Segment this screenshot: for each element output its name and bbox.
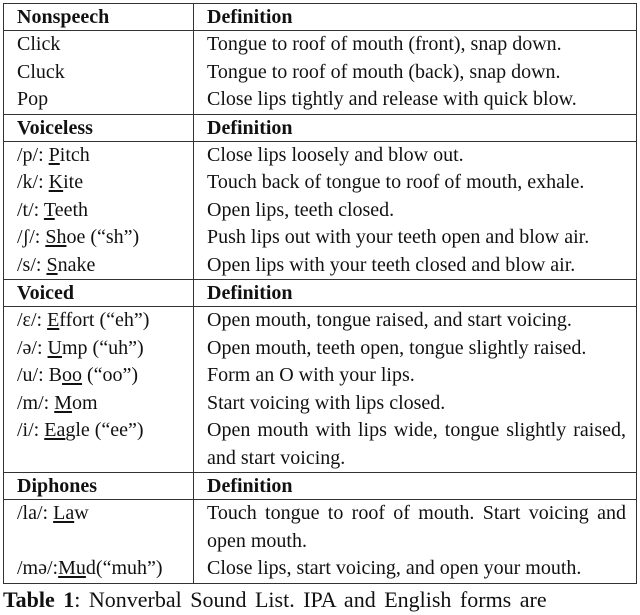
table-caption	[3, 586, 637, 614]
table-row	[4, 31, 636, 59]
sound-cell	[4, 362, 194, 390]
word-underlined: Mu	[58, 557, 86, 579]
table-row	[4, 500, 636, 555]
definition-cell: Touch tongue to roof of mouth. Start voicing and open mouth.	[207, 502, 626, 552]
category-header: Diphones	[4, 473, 194, 499]
category-header: Nonspeech	[4, 4, 194, 30]
table-row	[4, 307, 636, 335]
table-row	[4, 169, 636, 197]
table-row	[4, 417, 636, 472]
word-suffix: oe (“sh”)	[66, 226, 140, 248]
definition-cell: Close lips tightly and release with quick blow.	[207, 88, 577, 110]
category-header: Voiced	[4, 280, 194, 306]
ipa-symbol: /i/:	[17, 419, 45, 441]
definition-header: Definition	[207, 116, 293, 139]
word-suffix: eeth	[54, 198, 89, 221]
word-suffix: ffort (“eh”)	[59, 309, 150, 331]
definition-cell: Touch back of tongue to roof of mouth, exhale.	[207, 171, 585, 193]
section-header-row	[4, 473, 636, 500]
definition-cell: Tongue to roof of mouth (front), snap down.	[207, 33, 562, 55]
definition-cell: Tongue to roof of mouth (back), snap down.	[207, 60, 561, 83]
word-suffix: om	[72, 391, 98, 414]
sound-cell	[4, 335, 194, 363]
ipa-symbol: /ɛ/:	[17, 309, 48, 331]
definition-cell: Close lips loosely and blow out.	[207, 143, 464, 166]
definition-header: Definition	[207, 6, 293, 28]
word-suffix: gle (“ee”)	[65, 419, 144, 441]
definition-cell: Start voicing with lips closed.	[207, 391, 446, 414]
ipa-symbol: /t/:	[17, 198, 44, 221]
definition-cell: Open lips with your teeth closed and blow air.	[207, 253, 576, 276]
table-row	[4, 86, 636, 114]
word-suffix: (“oo”)	[82, 364, 139, 386]
definition-cell: Close lips, start voicing, and open your mouth.	[207, 557, 582, 579]
word-underlined: T	[43, 198, 55, 221]
section-header-row	[4, 4, 636, 31]
table-row	[4, 59, 636, 87]
word-suffix: w	[74, 502, 89, 524]
sound-cell	[4, 169, 194, 197]
table-row	[4, 197, 636, 225]
ipa-symbol: /la/:	[17, 502, 54, 524]
word-underlined: U	[47, 336, 62, 359]
sound-cell	[4, 142, 194, 170]
sound-cell	[4, 417, 194, 472]
definition-header: Definition	[207, 475, 293, 497]
section-header-row	[4, 115, 636, 142]
definition-header: Definition	[207, 282, 293, 304]
sound-cell	[4, 500, 194, 555]
word-suffix: nake	[57, 253, 96, 276]
definition-cell: Open mouth with lips wide, tongue slightly raised, and start voicing.	[207, 419, 626, 469]
word-underlined: K	[48, 171, 64, 193]
definition-cell: Push lips out with your teeth open and blow air.	[207, 226, 590, 248]
table-row	[4, 224, 636, 252]
definition-cell: Open mouth, teeth open, tongue slightly raised.	[207, 336, 587, 359]
sound-cell	[4, 252, 194, 280]
table-row	[4, 252, 636, 280]
word-suffix: d(“muh”)	[85, 557, 163, 579]
definition-cell: Open mouth, tongue raised, and start voicing.	[207, 309, 572, 331]
ipa-symbol: /k/:	[17, 171, 49, 193]
word-underlined: E	[47, 309, 60, 331]
ipa-symbol: /s/:	[17, 253, 47, 276]
word-suffix: ite	[63, 171, 84, 193]
section-nonspeech	[4, 4, 636, 114]
word-prefix: Pop	[17, 88, 49, 110]
table-row	[4, 555, 636, 583]
section-voiced	[4, 279, 636, 472]
word-underlined: S	[46, 253, 58, 276]
table-row	[4, 362, 636, 390]
ipa-symbol: /mə/:	[17, 557, 59, 579]
word-suffix: mp (“uh”)	[62, 336, 144, 359]
section-diphones	[4, 472, 636, 583]
ipa-symbol: /p/:	[17, 143, 49, 166]
word-prefix: Cluck	[17, 60, 65, 83]
word-prefix: B	[48, 364, 63, 386]
definition-cell: Open lips, teeth closed.	[207, 198, 395, 221]
sound-cell	[4, 307, 194, 335]
sound-cell	[4, 555, 194, 583]
ipa-symbol: /ʃ/:	[17, 226, 46, 248]
ipa-symbol: /u/:	[17, 364, 49, 386]
definition-cell: Form an O with your lips.	[207, 364, 415, 386]
word-underlined: Ea	[44, 419, 66, 441]
word-underlined: oo	[62, 364, 83, 386]
table-row	[4, 335, 636, 363]
sound-cell	[4, 224, 194, 252]
word-underlined: M	[54, 391, 73, 414]
sound-cell	[4, 390, 194, 418]
table-row	[4, 390, 636, 418]
word-underlined: La	[53, 502, 75, 524]
sound-cell	[4, 31, 194, 59]
word-underlined: Sh	[45, 226, 67, 248]
sound-cell	[4, 86, 194, 114]
ipa-symbol: /m/:	[17, 391, 55, 414]
sound-cell	[4, 59, 194, 87]
category-header: Voiceless	[4, 115, 194, 141]
ipa-symbol: /ə/:	[17, 336, 48, 359]
section-voiceless	[4, 114, 636, 280]
caption-text: : Nonverbal Sound List. IPA and English forms are	[74, 587, 547, 612]
word-suffix: itch	[59, 143, 90, 166]
table-row	[4, 142, 636, 170]
caption-label: Table 1	[3, 587, 75, 612]
sound-cell	[4, 197, 194, 225]
word-underlined: P	[48, 143, 60, 166]
nonverbal-sound-table	[3, 3, 637, 584]
section-header-row	[4, 280, 636, 307]
word-prefix: Click	[17, 33, 61, 55]
